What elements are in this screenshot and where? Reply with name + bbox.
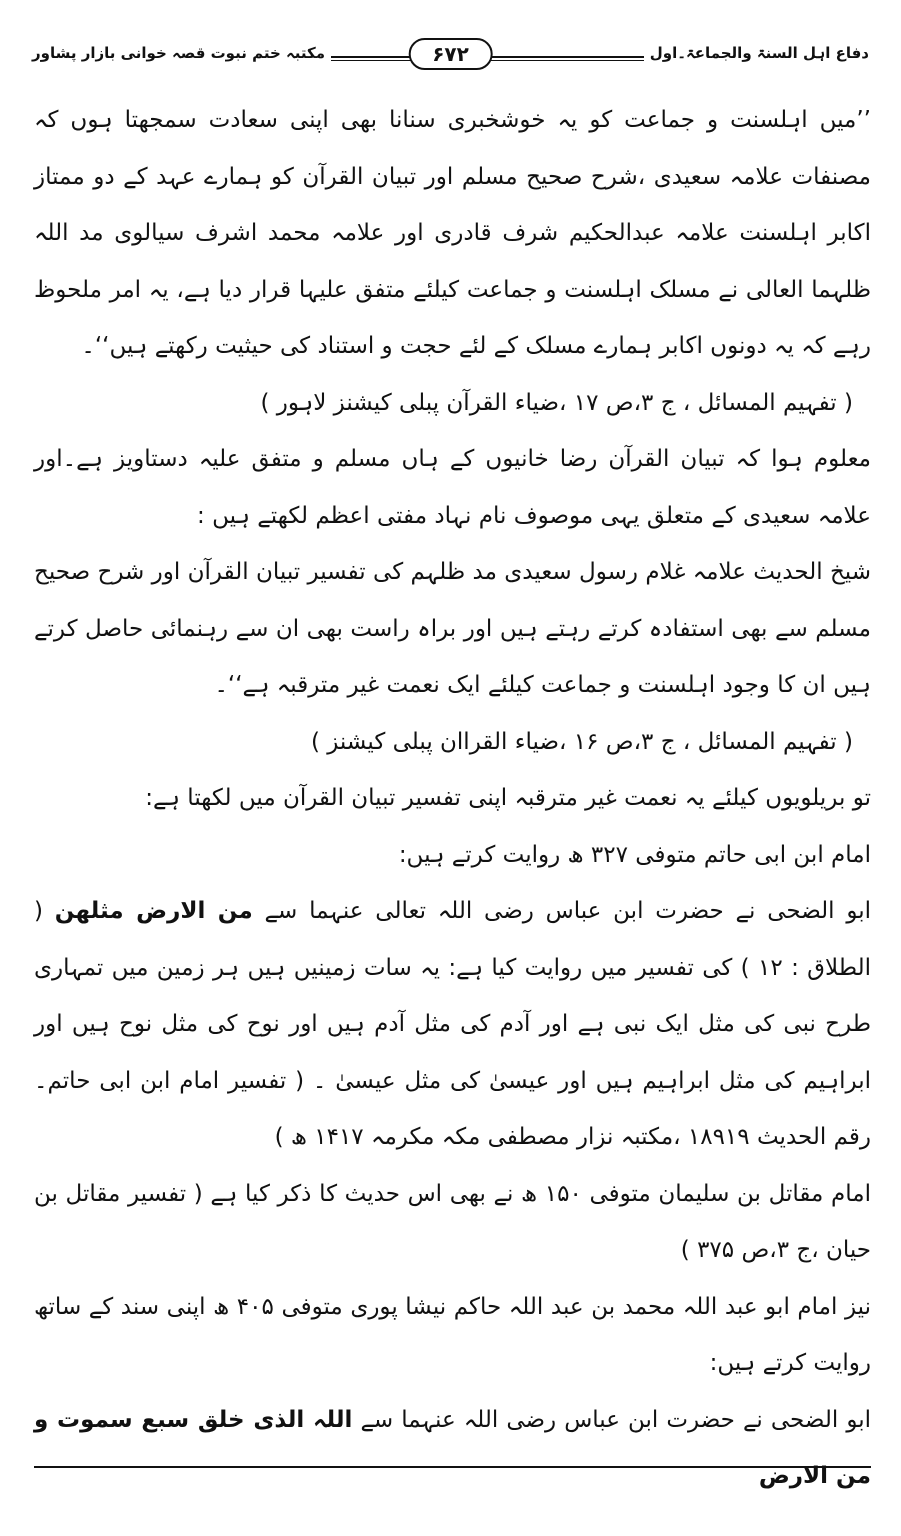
hadith-paragraph: [34, 1392, 871, 1505]
body-paragraph: نیز امام ابو عبد اللہ محمد بن عبد اللہ حاکم نیشا پوری متوفی ۴۰۵ ھ اپنی سند کے ساتھ روایت کرتے ہیں:: [34, 1293, 871, 1376]
body-paragraph: امام ابن ابی حاتم متوفی ۳۲۷ ھ روایت کرتے ہیں:: [398, 841, 871, 868]
quote-paragraph: ’’میں اہلسنت و جماعت کو یہ خوشخبری سنانا بھی اپنی سعادت سمجھتا ہوں کہ مصنفات علامہ سعیدی ،شرح صحیح مسلم اور تبیان القرآن کو ہمارے عہد کے دو ممتاز اکابر اہلسنت علامہ عبدالحکیم شرف قادری اور علامہ محمد اشرف سیالوی مد اللہ ظلہما العالی نے مسلک اہلسنت و جماعت کیلئے متفق علیہا قرار دیا ہے، یہ امر ملحوظ رہے کہ یہ دونوں اکابر ہمارے مسلک کے لئے حجت و استناد کی حیثیت رکھتے ہیں‘‘۔: [34, 107, 871, 359]
publisher-name: مکتبہ ختم نبوت قصہ خوانی بازار پشاور: [26, 44, 331, 62]
hadith-text: ابو الضحی نے حضرت ابن عباس رضی اللہ عنہما سے: [352, 1406, 871, 1433]
hadith-paragraph: [34, 883, 871, 1166]
reference-line: ( تفہیم المسائل ، ج ۳،ص ۱۶ ،ضیاء القراان پبلی کیشنز ): [310, 728, 853, 755]
page-number: ۶۷۲: [408, 38, 493, 70]
page-header: [26, 34, 875, 82]
reference-line: ( تفہیم المسائل ، ج ۳،ص ۱۷ ،ضیاء القرآن پبلی کیشنز لاہور ): [260, 389, 853, 416]
footer-rule: [34, 1466, 871, 1468]
hadith-text: ابو الضحی نے حضرت ابن عباس رضی اللہ تعالی عنہما سے: [252, 898, 872, 924]
body-paragraph: امام مقاتل بن سلیمان متوفی ۱۵۰ ھ نے بھی اس حدیث کا ذکر کیا ہے ( تفسیر مقاتل بن حیان ،ج ۳،ص ۳۷۵ ): [34, 1180, 871, 1263]
body-paragraph: معلوم ہوا کہ تبیان القرآن رضا خانیوں کے ہاں مسلم و متفق علیہ دستاویز ہے۔اور علامہ سعیدی کے متعلق یہی موصوف نام نہاد مفتی اعظم لکھتے ہیں :: [34, 446, 871, 529]
book-title: دفاع اہل السنۃ والجماعۃ۔اول: [644, 44, 875, 62]
arabic-phrase: من الارض مثلھن: [54, 898, 253, 924]
body-paragraph: تو بریلویوں کیلئے یہ نعمت غیر مترقبہ اپنی تفسیر تبیان القرآن میں لکھتا ہے:: [145, 785, 871, 811]
arabic-phrase: اللہ الذی خلق سبع سموت و من الارض: [34, 1406, 871, 1489]
page-body: [34, 92, 871, 1505]
hadith-text: ( الطلاق : ۱۲ ) کی تفسیر میں روایت کیا ہے: یہ سات زمینیں ہیں ہر زمین میں تمہاری طرح نبی کی مثل ایک نبی ہے اور آدم کی مثل آدم ہیں اور نوح کی مثل نوح ہیں اور ابراہیم کی مثل ابراہیم ہیں اور عیسیٰ کی مثل عیسیٰ ۔ ( تفسیر امام ابن ابی حاتم۔رقم الحدیث ۱۸۹۱۹ ،مکتبہ نزار مصطفی مکہ مکرمہ ۱۴۱۷ ھ ): [34, 898, 871, 1150]
quote-paragraph: شیخ الحدیث علامہ غلام رسول سعیدی مد ظلہم کی تفسیر تبیان القرآن اور شرح صحیح مسلم سے بھی استفادہ کرتے رہتے ہیں اور براہ راست بھی ان سے رہنمائی حاصل کرتے ہیں ان کا وجود اہلسنت و جماعت کیلئے ایک نعمت غیر مترقبہ ہے‘‘۔: [34, 559, 871, 698]
